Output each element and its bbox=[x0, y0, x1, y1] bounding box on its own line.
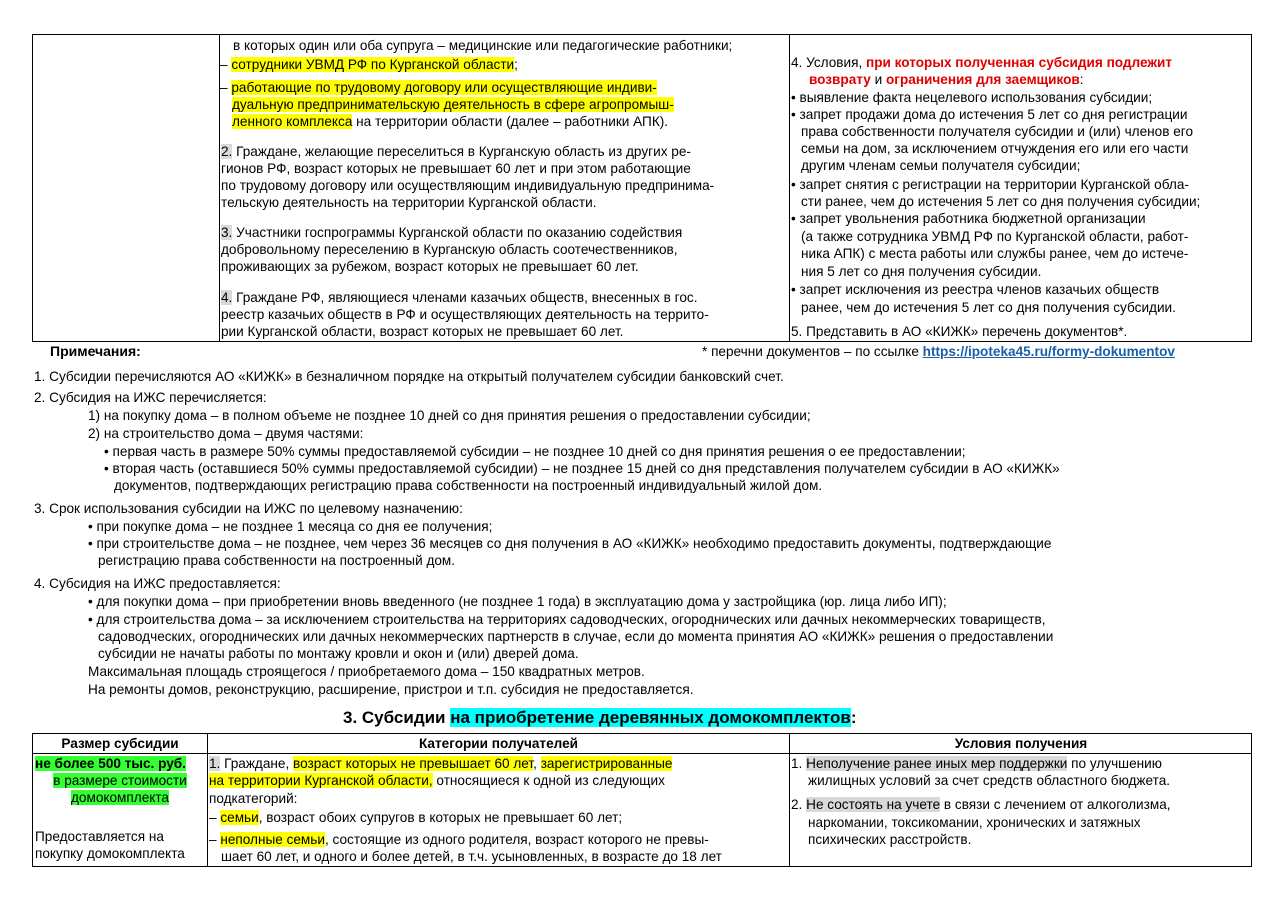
text-run: ния 5 лет со дня получения субсидии. bbox=[801, 264, 1042, 279]
top-col-categories bbox=[220, 35, 790, 341]
text-run: если до момента bbox=[624, 629, 733, 644]
note-line bbox=[88, 535, 1051, 552]
text-run: на территории Курганской области, bbox=[209, 773, 433, 788]
text-run: дома – при приобретении вновь введенного (не позднее 1 года) в эксплуатацию дома bbox=[172, 594, 724, 609]
subsidy-desc bbox=[33, 772, 207, 789]
text-run: • вторая часть (оставшиеся 50% суммы предоставляемой субсидии) – не позднее 15 дней со дня представления получателем субсидии в АО «КИЖК» bbox=[104, 461, 1060, 476]
text-run: Субсидия на ИЖС предоставляется: bbox=[45, 576, 281, 591]
text-run: дома – bbox=[214, 426, 266, 441]
text-line bbox=[221, 194, 597, 211]
text-run: документов, подтверждающих регистрацию права собственности на построенный индивидуальный жилой дом. bbox=[114, 478, 823, 493]
text-run: субсидии bbox=[98, 646, 161, 661]
text-run: по улучшению bbox=[1067, 756, 1162, 771]
text-run: и bbox=[870, 72, 886, 87]
text-run: зарегистрированные bbox=[540, 756, 673, 771]
footnote-text: * перечни документов – по ссылке bbox=[702, 344, 923, 359]
text-run: , bbox=[533, 756, 541, 771]
text-run: в безналичном порядке на открытый получателем субсидии банковский счет bbox=[295, 369, 780, 384]
text-run: 4. bbox=[34, 576, 46, 591]
text-line bbox=[801, 193, 1200, 210]
text-run: 1. bbox=[34, 369, 46, 384]
text-line bbox=[221, 323, 623, 340]
note-line bbox=[88, 681, 694, 698]
section-title-suffix: : bbox=[850, 708, 857, 727]
subsidy-note: Предоставляется на bbox=[35, 829, 164, 844]
text-run: 1. bbox=[209, 756, 221, 771]
text-run: возраст которых не превышает 60 лет bbox=[293, 756, 534, 771]
text-run: – bbox=[220, 80, 232, 95]
text-run: 5. Представить в АО «КИЖК» перечень документов*. bbox=[791, 324, 1128, 339]
text-run: при которых полученная субсидия подлежит bbox=[866, 55, 1173, 70]
text-line bbox=[801, 123, 1193, 140]
text-run: , bbox=[858, 55, 867, 70]
text-line bbox=[221, 143, 691, 160]
category-line bbox=[209, 790, 297, 807]
text-run: возраст которых не превышает 60 лет и при этом работающие bbox=[290, 161, 691, 176]
note-line bbox=[114, 477, 822, 494]
note-line bbox=[98, 628, 1053, 645]
text-run: • первая часть в размере 50% суммы предоставляемой субсидии – не позднее 10 дней со дня принятия решения о ее предоставлении; bbox=[104, 444, 966, 459]
text-run: рии Курганской области, возраст которых не превышает 60 лет. bbox=[221, 324, 624, 339]
text-run: проживающих за рубежом bbox=[221, 259, 388, 274]
text-run: , bbox=[286, 161, 291, 176]
text-line bbox=[220, 56, 518, 73]
footnote bbox=[702, 343, 1175, 360]
category-line bbox=[209, 831, 709, 848]
text-run: , и одного и более детей, в т.ч. усыновленных, в возрасте до 18 лет bbox=[295, 849, 722, 864]
text-line bbox=[791, 54, 1172, 71]
text-run: дома – в полном объеме не позднее 10 дней со дня принятия решения о предоставлении субсидии; bbox=[170, 408, 811, 423]
note-line bbox=[34, 389, 267, 406]
top-col-conditions bbox=[790, 35, 1252, 341]
text-run: – bbox=[209, 832, 221, 847]
text-run: в которых один или оба супруга – медицинские или педагогические работники; bbox=[233, 38, 733, 53]
text-run: ранее, чем до истечения 5 лет со дня получения субсидии. bbox=[801, 300, 1176, 315]
text-line bbox=[221, 160, 691, 177]
category-line bbox=[221, 848, 722, 865]
note-line bbox=[88, 593, 947, 610]
text-run: у застройщика (юр. лица либо ИП) bbox=[723, 594, 943, 609]
text-run: работники АПК bbox=[564, 114, 660, 129]
text-line bbox=[221, 241, 678, 258]
text-run: другим членам семьи получателя субсидии; bbox=[801, 158, 1081, 173]
text-run: на строительство bbox=[103, 426, 215, 441]
text-run: в связи с лечением от алкоголизма, bbox=[940, 797, 1171, 812]
text-run: для строительства bbox=[96, 612, 216, 627]
text-run: , возраст обоих супругов в которых не превышает bbox=[258, 810, 579, 825]
text-run: 3. bbox=[34, 501, 46, 516]
subsidy-amount bbox=[35, 755, 186, 772]
text-run: • запрет увольнения работника бюджетной организации bbox=[791, 211, 1146, 226]
text-run: 1) bbox=[88, 408, 104, 423]
text-run: ника АПК) с места работы или службы ранее, чем до истече- bbox=[801, 246, 1189, 261]
text-line bbox=[801, 299, 1176, 316]
text-run: Максимальная площадь строящегося / приобретаемого дома – 150 квадратных метров bbox=[88, 664, 642, 679]
text-run: реестр казачьих обществ в РФ и осуществляющих деятельность на террито- bbox=[221, 307, 709, 322]
text-run: На ремонты домов, реконструкцию, расширение, пристрои и т.п. субсидия bbox=[88, 682, 564, 697]
text-run: Не состоять на учете bbox=[806, 797, 941, 812]
text-run: Граждане, bbox=[220, 756, 294, 771]
text-run: относящиеся к одной из следующих bbox=[432, 773, 665, 788]
text-run: 60 лет bbox=[256, 849, 296, 864]
text-run: при покупке bbox=[96, 519, 172, 534]
text-run: дома – bbox=[215, 612, 267, 627]
text-run: • запрет снятия с регистрации на территории Курганской обла- bbox=[791, 177, 1189, 192]
text-run: возврату bbox=[809, 72, 871, 87]
section-title-highlight: на приобретение деревянных домокомплектов bbox=[450, 708, 851, 727]
note-line bbox=[104, 460, 1060, 477]
text-run: 4. bbox=[221, 290, 233, 305]
note-line bbox=[104, 443, 966, 460]
column-divider bbox=[789, 734, 790, 866]
text-run: сти ранее, чем до истечения 5 лет со дня получения субсидии; bbox=[801, 194, 1201, 209]
text-run: ленного комплекса bbox=[232, 114, 353, 129]
note-line bbox=[88, 425, 363, 442]
text-run: права собственности получателя субсидии и (или) членов его bbox=[801, 124, 1194, 139]
text-run: за исключением bbox=[266, 612, 369, 627]
text-run: Срок использования субсидии на ИЖС по целевому назначению: bbox=[45, 501, 463, 516]
text-run: Участники госпрограммы Курганской области по оказанию содействия bbox=[232, 225, 683, 240]
text-run: регистрацию права собственности на построенный дом. bbox=[98, 553, 456, 568]
text-run: шает bbox=[221, 849, 257, 864]
text-run: : bbox=[1079, 72, 1084, 87]
text-run: 4. bbox=[791, 55, 807, 70]
text-line bbox=[221, 177, 714, 194]
documents-link[interactable]: https://ipoteka45.ru/formy-dokumentov bbox=[922, 344, 1175, 359]
text-run: наркомании, токсикомании, хронических и затяжных bbox=[808, 815, 1141, 830]
text-run: двумя частями bbox=[265, 426, 360, 441]
text-run: ; bbox=[618, 810, 623, 825]
text-line bbox=[232, 113, 668, 130]
text-run: • bbox=[88, 594, 97, 609]
text-run: (а также сотрудника УВМД РФ по Курганской области, работ- bbox=[801, 229, 1189, 244]
text-line bbox=[791, 176, 1189, 193]
text-run: жилищных условий за счет средств областного бюджета. bbox=[808, 773, 1171, 788]
text-line bbox=[791, 106, 1187, 123]
category-line bbox=[209, 772, 665, 789]
text-run: 2. bbox=[34, 390, 46, 405]
text-run: Субсидия на ИЖС перечисляется: bbox=[45, 390, 267, 405]
section-title bbox=[343, 707, 857, 729]
subsidy-amount-text: не более 500 тыс. руб. bbox=[35, 756, 186, 771]
note-line bbox=[34, 500, 463, 517]
subsidy-desc bbox=[33, 789, 207, 806]
text-run: дома – не позднее 1 месяца со дня ее получения; bbox=[171, 519, 493, 534]
text-run: • bbox=[88, 612, 97, 627]
text-line bbox=[801, 245, 1188, 262]
text-run: на покупку bbox=[103, 408, 171, 423]
text-run: на территории области (далее – bbox=[352, 114, 565, 129]
text-line bbox=[791, 210, 1146, 227]
top-col-size bbox=[33, 35, 220, 341]
subsidy-table bbox=[32, 733, 1252, 867]
text-run: ; bbox=[514, 57, 518, 72]
condition-line bbox=[791, 796, 1171, 813]
text-line bbox=[221, 306, 709, 323]
text-line bbox=[791, 281, 1159, 298]
text-run: : bbox=[359, 426, 364, 441]
header-categories: Категории получателей bbox=[418, 736, 579, 751]
text-run: Граждане, желающие переселиться в Курганскую область bbox=[232, 144, 605, 159]
text-run: , возраст которых не превышает 60 лет. bbox=[387, 259, 639, 274]
note-line bbox=[88, 518, 492, 535]
text-run: ). bbox=[659, 114, 669, 129]
text-run: Условия bbox=[806, 55, 859, 70]
text-run: при строительстве bbox=[96, 536, 215, 551]
text-line bbox=[801, 140, 1188, 157]
text-run: неполные семьи bbox=[220, 832, 325, 847]
text-run: семьи bbox=[220, 810, 259, 825]
text-run: 3. bbox=[221, 225, 233, 240]
text-line bbox=[221, 224, 682, 241]
text-run: Неполучение ранее иных мер поддержки bbox=[806, 756, 1068, 771]
text-line bbox=[221, 258, 639, 275]
text-run: – bbox=[220, 57, 232, 72]
text-run: семьи на дом, за исключением отчуждения его или его части bbox=[801, 141, 1189, 156]
text-run: гионов РФ bbox=[221, 161, 287, 176]
text-line bbox=[220, 79, 657, 96]
condition-line bbox=[791, 755, 1162, 772]
text-run: . bbox=[574, 646, 579, 661]
text-line bbox=[801, 157, 1080, 174]
text-run: – bbox=[209, 810, 221, 825]
text-run: подкатегорий: bbox=[209, 791, 298, 806]
notes-heading: Примечания: bbox=[50, 343, 141, 359]
text-run: строительства на территориях садоводческих, огороднических или дачных некоммерческих товариществ, bbox=[368, 612, 1046, 627]
text-run: тельскую деятельность на территории Курганской области. bbox=[221, 195, 597, 210]
subsidy-note: покупку домокомплекта bbox=[35, 846, 185, 861]
text-run: дуальную предпринимательскую деятельность в сфере агропромыш- bbox=[232, 97, 674, 112]
text-line bbox=[801, 228, 1188, 245]
text-run: не предоставляется bbox=[563, 682, 690, 697]
text-run: психических расстройств. bbox=[808, 832, 972, 847]
text-run: . bbox=[689, 682, 694, 697]
note-line bbox=[34, 368, 784, 385]
text-run: • bbox=[88, 519, 97, 534]
text-line bbox=[791, 323, 1127, 340]
header-conditions: Условия получения bbox=[954, 736, 1088, 751]
subsidy-desc-2: домокомплекта bbox=[71, 790, 169, 805]
text-run: . bbox=[779, 369, 784, 384]
text-run: работающие по трудовому договору или осуществляющие индиви- bbox=[231, 80, 657, 95]
text-run: сотрудники УВМД РФ по Курганской области bbox=[231, 57, 515, 72]
condition-line bbox=[808, 814, 1141, 831]
text-run: , состоящие из одного родителя, возраст которого не превы- bbox=[324, 832, 709, 847]
note-line bbox=[88, 663, 645, 680]
text-run: добровольному переселению в Курганскую область соотечественников, bbox=[221, 242, 678, 257]
text-run: 1. bbox=[791, 756, 807, 771]
text-line bbox=[232, 96, 674, 113]
note-line bbox=[98, 552, 455, 569]
text-run: • выявление факта нецелевого использования субсидии; bbox=[791, 90, 1153, 105]
text-run: дома – не позднее, чем через 36 месяцев со дня получения в АО «КИЖК» необходимо предоставить документы, подтверждающие bbox=[214, 536, 1052, 551]
text-line bbox=[809, 71, 1084, 88]
category-line bbox=[209, 755, 672, 772]
text-run: 2. bbox=[791, 797, 807, 812]
text-run: по трудовому договору или осуществляющим индивидуальную предпринима- bbox=[221, 178, 715, 193]
header-size: Размер субсидии bbox=[61, 736, 179, 751]
text-line bbox=[233, 37, 732, 54]
subsidy-desc-1: в размере стоимости bbox=[53, 773, 187, 788]
text-line bbox=[791, 89, 1152, 106]
text-line bbox=[221, 289, 697, 306]
text-run: 2) bbox=[88, 426, 104, 441]
text-run: , внесенных в гос. bbox=[584, 290, 698, 305]
note-line bbox=[34, 575, 281, 592]
text-run: для покупки bbox=[96, 594, 173, 609]
text-run: • запрет продажи дома до истечения 5 лет со дня регистрации bbox=[791, 107, 1188, 122]
text-run: • запрет исключения из реестра членов казачьих обществ bbox=[791, 282, 1160, 297]
note-line bbox=[88, 611, 1046, 628]
note-line bbox=[88, 407, 811, 424]
text-run: Субсидии перечисляются АО «КИЖК» bbox=[45, 369, 296, 384]
text-run: ; bbox=[942, 594, 947, 609]
text-run: принятия АО «КИЖК» решения о предоставлении bbox=[732, 629, 1054, 644]
condition-line bbox=[808, 831, 971, 848]
text-run: из других ре- bbox=[604, 144, 691, 159]
text-line bbox=[801, 263, 1041, 280]
top-table bbox=[32, 34, 1252, 342]
section-title-prefix: 3. Субсидии bbox=[343, 708, 451, 727]
column-divider bbox=[207, 734, 208, 866]
note-line bbox=[98, 645, 579, 662]
category-line bbox=[209, 809, 622, 826]
text-run: 60 лет bbox=[578, 810, 619, 825]
text-run: садоводческих, огороднических или дачных некоммерческих партнерств в случае, bbox=[98, 629, 625, 644]
text-run: ограничения для заемщиков bbox=[886, 72, 1080, 87]
text-run: . bbox=[641, 664, 645, 679]
text-run: • bbox=[88, 536, 97, 551]
condition-line bbox=[808, 772, 1170, 789]
table-header bbox=[33, 734, 1251, 754]
text-run: не начаты работы по монтажу кровли и окон и (или) дверей дома bbox=[160, 646, 575, 661]
text-run: Граждане РФ, являющиеся членами казачьих обществ bbox=[232, 290, 585, 305]
text-run: 2. bbox=[221, 144, 233, 159]
